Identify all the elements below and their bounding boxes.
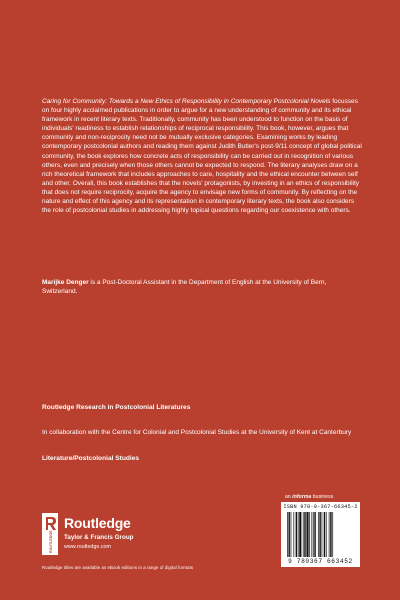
book-blurb bbox=[42, 97, 362, 215]
barcode-bar bbox=[313, 512, 314, 557]
barcode-bar bbox=[314, 512, 315, 557]
barcode-bar bbox=[311, 512, 312, 557]
routledge-logo-icon bbox=[42, 513, 58, 555]
barcode-bar bbox=[298, 512, 299, 557]
barcode-bar bbox=[303, 512, 304, 557]
barcode-bar bbox=[296, 512, 297, 557]
blurb-text: focusses on four highly acclaimed publications in order to argue for a new understanding of community and its ethical framework in recent literary texts. Traditionally, community has been understood to function on the basis of individuals' readiness to establish relationships of reciprocal responsibility. This book, however, argues that community and non-reciprocity need not be mutually exclusive categories. Examining works by leading contemporary postcolonial authors and reading them against Judith Butler's post-9/11 concept of global political community, the book explores how concrete acts of responsibility can be carried out in recognition of various others, even and precisely when those others cannot be expected to respond. The literary analyses draw on a rich theoretical framework that includes approaches to care, hospitality and the ethical encounter between self and other. Overall, this book establishes that the novels' protagonists, by investing in an ethics of responsibility that does not require reciprocity, acquire the agency to envisage new forms of community. By reflecting on the nature and effect of this agency and its representation in contemporary literary texts, the book also considers the role of postcolonial studies in addressing highly topical questions regarding our coexistence with others. bbox=[42, 98, 362, 215]
series-title: Routledge Research in Postcolonial Literatures bbox=[42, 404, 191, 411]
barcode-bar bbox=[293, 512, 294, 557]
routledge-vertical-mark: ROUTLEDGE bbox=[49, 530, 53, 553]
author-name: Marijke Denger bbox=[42, 279, 89, 286]
barcode-bar bbox=[330, 512, 331, 557]
barcode-bar bbox=[291, 512, 292, 557]
subject-category: Literature/Postcolonial Studies bbox=[42, 455, 140, 462]
publisher-url: www.routledge.com bbox=[64, 544, 112, 550]
barcode-number: 9 780367 663452 bbox=[288, 558, 353, 565]
collaboration-note: In collaboration with the Centre for Colonial and Postcolonial Studies at the University of Kent at Canterbury bbox=[42, 429, 352, 436]
publisher-name: Routledge bbox=[64, 515, 131, 531]
barcode-bar bbox=[299, 512, 301, 557]
barcode-bar bbox=[287, 512, 288, 557]
informa-brand: informa bbox=[292, 494, 312, 500]
ebook-note: Routledge titles are available as eBook editions in a range of digital formats bbox=[42, 565, 194, 570]
barcode-bar bbox=[329, 512, 330, 557]
isbn-label: ISBN 978-0-367-66345-2 bbox=[283, 504, 358, 510]
barcode bbox=[287, 512, 354, 557]
barcode-bar bbox=[309, 512, 310, 557]
author-bio bbox=[42, 278, 362, 296]
barcode-bar bbox=[306, 512, 308, 557]
barcode-bar bbox=[304, 512, 305, 557]
publisher-group: Taylor & Francis Group bbox=[64, 534, 134, 541]
author-bio-text: is a Post-Doctoral Assistant in the Department of English at the University of Bern, Switzerland. bbox=[42, 279, 327, 296]
barcode-bar bbox=[322, 512, 323, 557]
informa-tagline: an informa business bbox=[285, 494, 334, 500]
barcode-bar bbox=[326, 512, 327, 557]
barcode-bar bbox=[288, 512, 289, 557]
book-title: Caring for Community: Towards a New Ethics of Responsibility in Contemporary Postcolonial Novels bbox=[42, 98, 331, 105]
barcode-bar bbox=[318, 512, 319, 557]
routledge-logo bbox=[42, 513, 162, 555]
barcode-bar bbox=[319, 512, 320, 557]
barcode-panel bbox=[281, 502, 360, 567]
barcode-bar bbox=[324, 512, 325, 557]
barcode-bar bbox=[332, 512, 333, 557]
